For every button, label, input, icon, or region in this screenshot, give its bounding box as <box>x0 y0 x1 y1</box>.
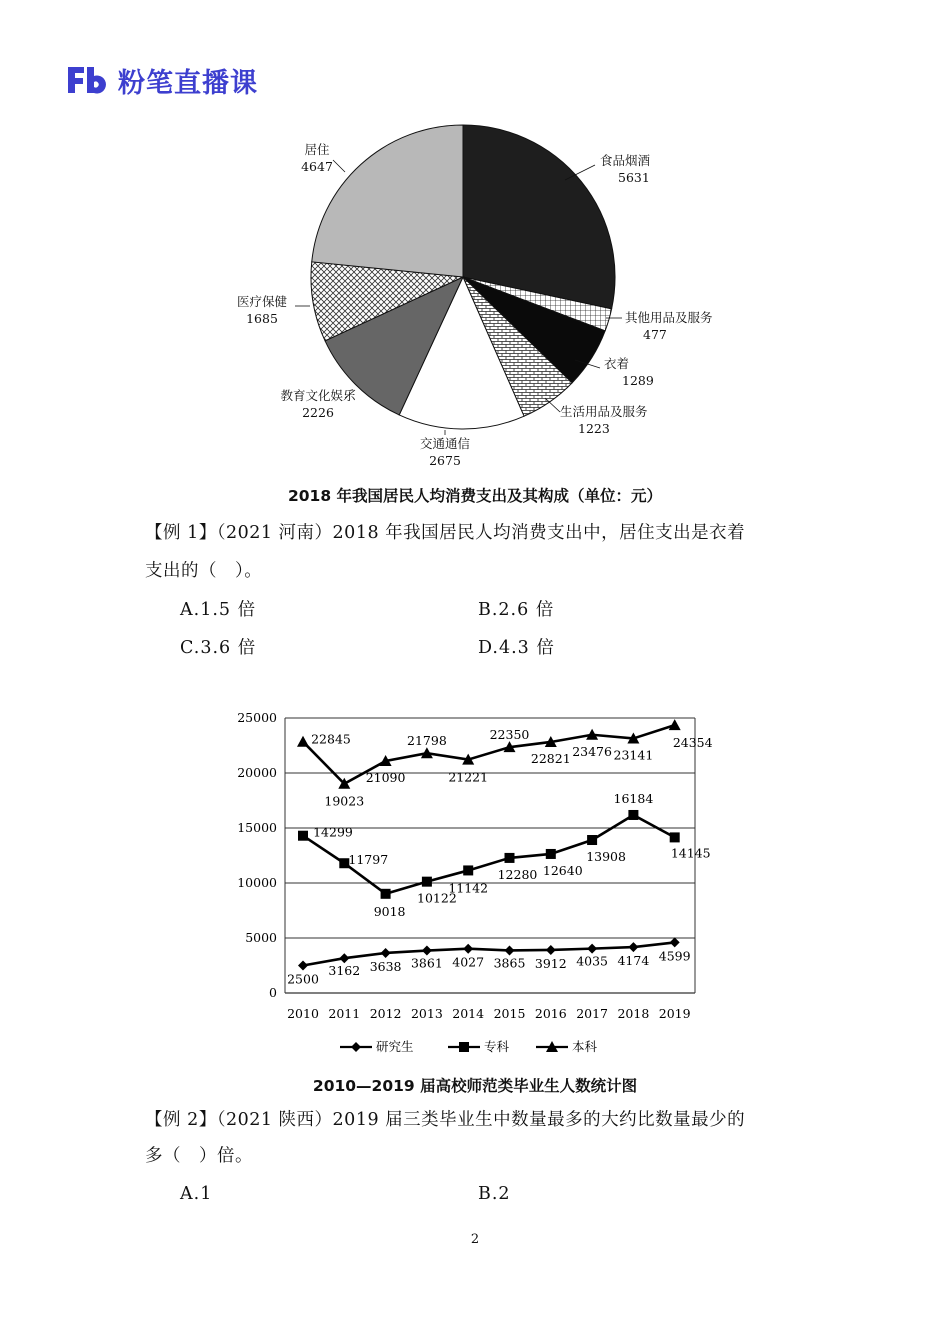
x-tick-label: 2011 <box>328 1006 361 1021</box>
square-marker <box>670 832 680 842</box>
data-label: 4035 <box>576 953 609 969</box>
pie-slice-value: 2675 <box>429 453 461 468</box>
pie-slice-value: 477 <box>643 327 667 342</box>
data-label: 21798 <box>407 733 447 749</box>
data-label: 19023 <box>324 793 365 809</box>
square-marker <box>298 831 308 841</box>
q2-line1: 【例 2】（2021 陕西）2019 届三类毕业生中数量最多的大约比数量最少的 <box>145 1110 746 1130</box>
square-marker <box>459 1042 469 1052</box>
pie-slice-value: 1289 <box>622 373 654 388</box>
diamond-marker <box>546 945 556 955</box>
x-tick-label: 2016 <box>534 1006 567 1021</box>
legend-label: 研究生 <box>376 1039 414 1054</box>
legend-label: 本科 <box>572 1039 598 1054</box>
data-label: 3912 <box>534 955 567 971</box>
x-tick-label: 2017 <box>576 1006 609 1021</box>
y-tick-label: 0 <box>269 985 277 1000</box>
y-tick-label: 5000 <box>245 930 277 945</box>
data-label: 3865 <box>493 955 526 971</box>
data-label: 12640 <box>542 862 583 878</box>
y-tick-label: 15000 <box>237 820 277 835</box>
pie-slice-value: 1223 <box>578 421 610 436</box>
data-label: 21221 <box>448 769 489 785</box>
x-tick-label: 2012 <box>369 1006 402 1021</box>
pie-chart <box>0 110 950 480</box>
data-label: 22845 <box>311 731 351 747</box>
square-marker <box>505 853 515 863</box>
line-caption: 2010—2019 届高校师范类毕业生人数统计图 <box>312 1077 638 1095</box>
data-label: 11142 <box>448 880 489 896</box>
pie-slice-value: 1685 <box>246 311 278 326</box>
triangle-marker <box>297 736 309 747</box>
x-tick-label: 2015 <box>493 1006 526 1021</box>
data-label: 3861 <box>410 955 443 971</box>
diamond-marker <box>505 945 515 955</box>
pie-slice-value: 5631 <box>618 170 650 185</box>
data-label: 23476 <box>572 743 612 759</box>
diamond-marker <box>628 942 638 952</box>
pie-slice-value: 4647 <box>301 159 333 174</box>
q1-option-a: A.1.5 倍 <box>180 600 257 620</box>
x-tick-label: 2013 <box>410 1006 443 1021</box>
data-label: 16184 <box>613 790 654 806</box>
data-label: 22350 <box>489 727 530 743</box>
brand-logo <box>66 62 258 98</box>
q1-option-c: C.3.6 倍 <box>180 638 257 658</box>
q1-line2: 支出的（ ）。 <box>145 561 263 581</box>
data-label: 12280 <box>497 866 538 882</box>
x-tick-label: 2019 <box>658 1006 691 1021</box>
data-label: 21090 <box>365 770 406 786</box>
data-label: 24354 <box>672 735 713 751</box>
data-label: 22821 <box>530 750 571 766</box>
diamond-marker <box>670 937 680 947</box>
q1-option-b: B.2.6 倍 <box>478 600 555 620</box>
diamond-marker <box>298 961 308 971</box>
data-label: 3638 <box>369 958 402 974</box>
q2-option-a: A.1 <box>180 1184 213 1204</box>
data-label: 3162 <box>328 963 361 979</box>
q1-option-d: D.4.3 倍 <box>478 638 555 658</box>
fb-logo-icon <box>66 65 110 95</box>
pie-slice-label: 生活用品及服务 <box>560 404 648 419</box>
diamond-marker <box>463 944 473 954</box>
y-tick-label: 10000 <box>237 875 277 890</box>
pie-slice <box>312 125 463 277</box>
pie-slice <box>463 125 615 309</box>
pie-slice-label: 其他用品及服务 <box>625 310 713 325</box>
data-label: 4027 <box>452 954 485 970</box>
diamond-marker <box>339 953 349 963</box>
q2-option-b: B.2 <box>478 1184 511 1204</box>
legend-label: 专科 <box>484 1039 510 1054</box>
triangle-marker <box>669 719 681 730</box>
pie-slice-label: 居住 <box>304 142 330 157</box>
diamond-marker <box>422 946 432 956</box>
q2-line2: 多（ ）倍。 <box>145 1146 253 1166</box>
square-marker <box>463 865 473 875</box>
square-marker <box>381 889 391 899</box>
square-marker <box>422 877 432 887</box>
data-label: 10122 <box>417 890 457 906</box>
pie-slice-label: 教育文化娱乐 <box>280 388 356 403</box>
pie-leader-line <box>333 160 345 172</box>
y-tick-label: 25000 <box>237 710 277 725</box>
data-label: 14145 <box>670 845 711 861</box>
pie-slice-value: 2226 <box>302 405 334 420</box>
diamond-marker <box>587 944 597 954</box>
square-marker <box>587 835 597 845</box>
x-tick-label: 2018 <box>617 1006 650 1021</box>
data-label: 4599 <box>658 948 691 964</box>
data-label: 14299 <box>313 824 353 840</box>
data-label: 9018 <box>373 903 406 919</box>
q1-line1: 【例 1】（2021 河南）2018 年我国居民人均消费支出中，居住支出是衣着 <box>145 523 746 543</box>
pie-slice-label: 食品烟酒 <box>600 153 651 168</box>
pie-slice-label: 交通通信 <box>419 436 471 451</box>
diamond-marker <box>351 1042 361 1052</box>
page-number: 2 <box>470 1232 480 1247</box>
data-label: 11797 <box>348 852 389 868</box>
pie-slice-label: 医疗保健 <box>236 294 288 309</box>
x-tick-label: 2010 <box>287 1006 319 1021</box>
data-label: 2500 <box>287 971 319 987</box>
y-tick-label: 20000 <box>237 765 277 780</box>
pie-caption: 2018 年我国居民人均消费支出及其构成（单位：元） <box>287 487 663 505</box>
diamond-marker <box>381 948 391 958</box>
data-label: 13908 <box>586 849 626 865</box>
line-chart <box>0 700 950 1070</box>
data-label: 4174 <box>617 953 650 969</box>
brand-name: 粉笔直播课 <box>118 67 258 99</box>
pie-slice-label: 衣着 <box>604 356 630 371</box>
square-marker <box>546 849 556 859</box>
square-marker <box>628 810 638 820</box>
data-label: 23141 <box>613 747 654 763</box>
x-tick-label: 2014 <box>452 1006 485 1021</box>
